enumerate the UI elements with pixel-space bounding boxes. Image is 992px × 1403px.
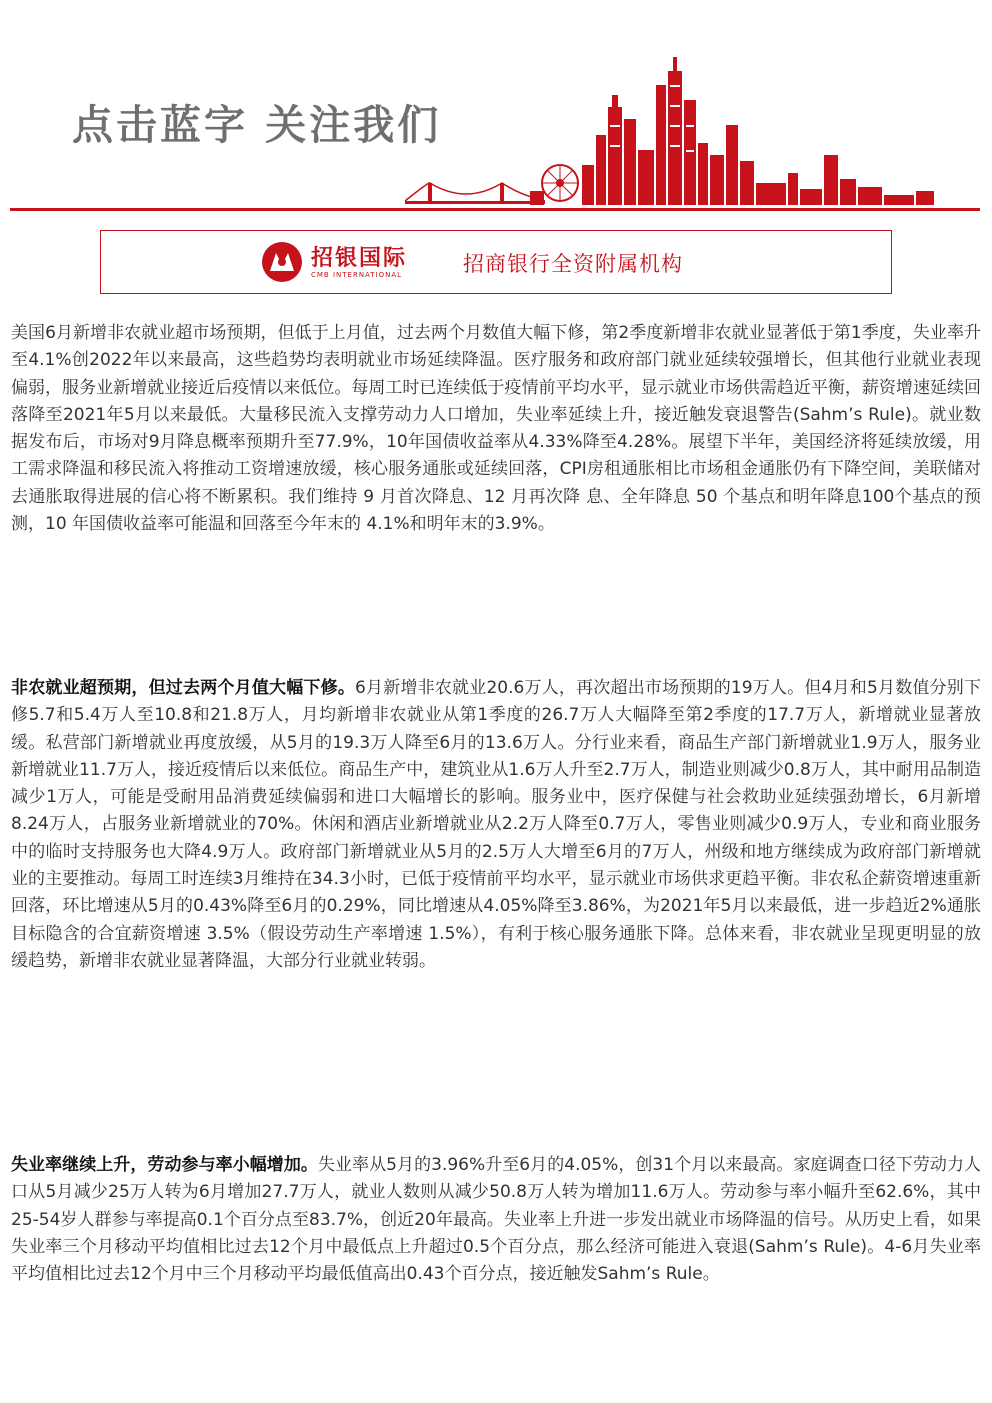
paragraph-body: 美国6月新增非农就业超市场预期，但低于上月值，过去两个月数值大幅下修，第2季度新增非农就业显著低于第1季度，失业率升至4.1%创2022年以来最高，这些趋势均表明就业市场延续降温。医疗服务和政府部门就业延续较强增长，但其他行业就业表现偏弱，服务业新增就业接近后疫情以来低位。每周工时已连续低于疫情前平均水平，显示就业市场供需趋近平衡，薪资增速延续回落降至2021年5月以来最低。大量移民流入支撑劳动力人口增加，失业率延续上升，接近触发衰退警告(Sahm’s Rule)。就业数据发布后，市场对9月降息概率预期升至77.9%，10年国债收益率从4.33%降至4.28%。展望下半年，美国经济将延续放缓，用工需求降温和移民流入将推动工资增速放缓，核心服务通胀或延续回落，CPI房租通胀相比市场租金通胀仍有下降空间，美联储对去通胀取得进展的信心将不断累积。我们维持 9 月首次降息、12 月再次降 息、全年降息 50 个基点和明年降息100个基点的预测，10 年国债收益率可能温和回落至今年末的 4.1%和明年末的3.9%。	[11, 323, 981, 535]
paragraph-lead: 非农就业超预期，但过去两个月值大幅下修。	[11, 678, 356, 698]
logo-english-wordmark: CMB INTERNATIONAL	[311, 271, 403, 279]
page-header	[0, 0, 992, 215]
paragraph-nonfarm-payrolls	[11, 675, 981, 975]
follow-us-title[interactable]: 点击蓝字 关注我们	[72, 101, 442, 149]
cmb-logo-icon	[261, 241, 303, 283]
paragraph-summary	[11, 320, 981, 538]
paragraph-lead: 失业率继续上升，劳动参与率小幅增加。	[11, 1155, 318, 1175]
header-divider	[10, 208, 980, 211]
brand-banner	[100, 230, 892, 294]
paragraph-body: 失业率从5月的3.96%升至6月的4.05%，创31个月以来最高。家庭调查口径下劳动力人口从5月减少25万人转为6月增加27.7万人，就业人数则从减少50.8万人转为增加11.6万人。劳动参与率小幅升至62.6%，其中25-54岁人群参与率提高0.1个百分点至83.7%，创近20年最高。失业率上升进一步发出就业市场降温的信号。从历史上看，如果失业率三个月移动平均值相比过去12个月中最低点上升超过0.5个百分点，那么经济可能进入衰退(Sahm’s Rule)。4-6月失业率平均值相比过去12个月中三个月移动平均最低值高出0.43个百分点，接近触发Sahm’s Rule。	[11, 1155, 982, 1285]
city-skyline-illustration	[400, 55, 980, 210]
brand-tagline: 招商银行全资附属机构	[463, 252, 683, 276]
paragraph-unemployment	[11, 1152, 981, 1288]
logo-wordmark: 招银国际	[311, 246, 408, 271]
paragraph-body: 6月新增非农就业20.6万人，再次超出市场预期的19万人。但4月和5月数值分别下修5.7和5.4万人至10.8和21.8万人，月均新增非农就业从第1季度的26.7万人大幅降至第2季度的17.7万人，新增就业显著放缓。私营部门新增就业再度放缓，从5月的19.3万人降至6月的13.6万人。分行业来看，商品生产部门新增就业1.9万人，服务业新增就业11.7万人，接近疫情后以来低位。商品生产中，建筑业从1.6万人升至2.7万人，制造业则减少0.8万人，其中耐用品制造减少1万人，可能是受耐用品消费延续偏弱和进口大幅增长的影响。服务业中，医疗保健与社会救助业延续强劲增长，6月新增8.24万人，占服务业新增就业的70%。休闲和酒店业新增就业从2.2万人降至0.7万人，零售业则减少0.9万人，专业和商业服务中的临时支持服务也大降4.9万人。政府部门新增就业从5月的2.5万人大增至6月的7万人，州级和地方继续成为政府部门新增就业的主要推动。每周工时连续3月维持在34.3小时，已低于疫情前平均水平，显示就业市场供求更趋平衡。非农私企薪资增速重新回落，环比增速从5月的0.43%降至6月的0.29%，同比增速从4.05%降至3.86%，为2021年5月以来最低，进一步趋近2%通胀目标隐含的合宜薪资增速 3.5%（假设劳动生产率增速 1.5%），有利于核心服务通胀下降。总体来看，非农就业呈现更明显的放缓趋势，新增非农就业显著降温，大部分行业就业转弱。	[11, 678, 982, 971]
